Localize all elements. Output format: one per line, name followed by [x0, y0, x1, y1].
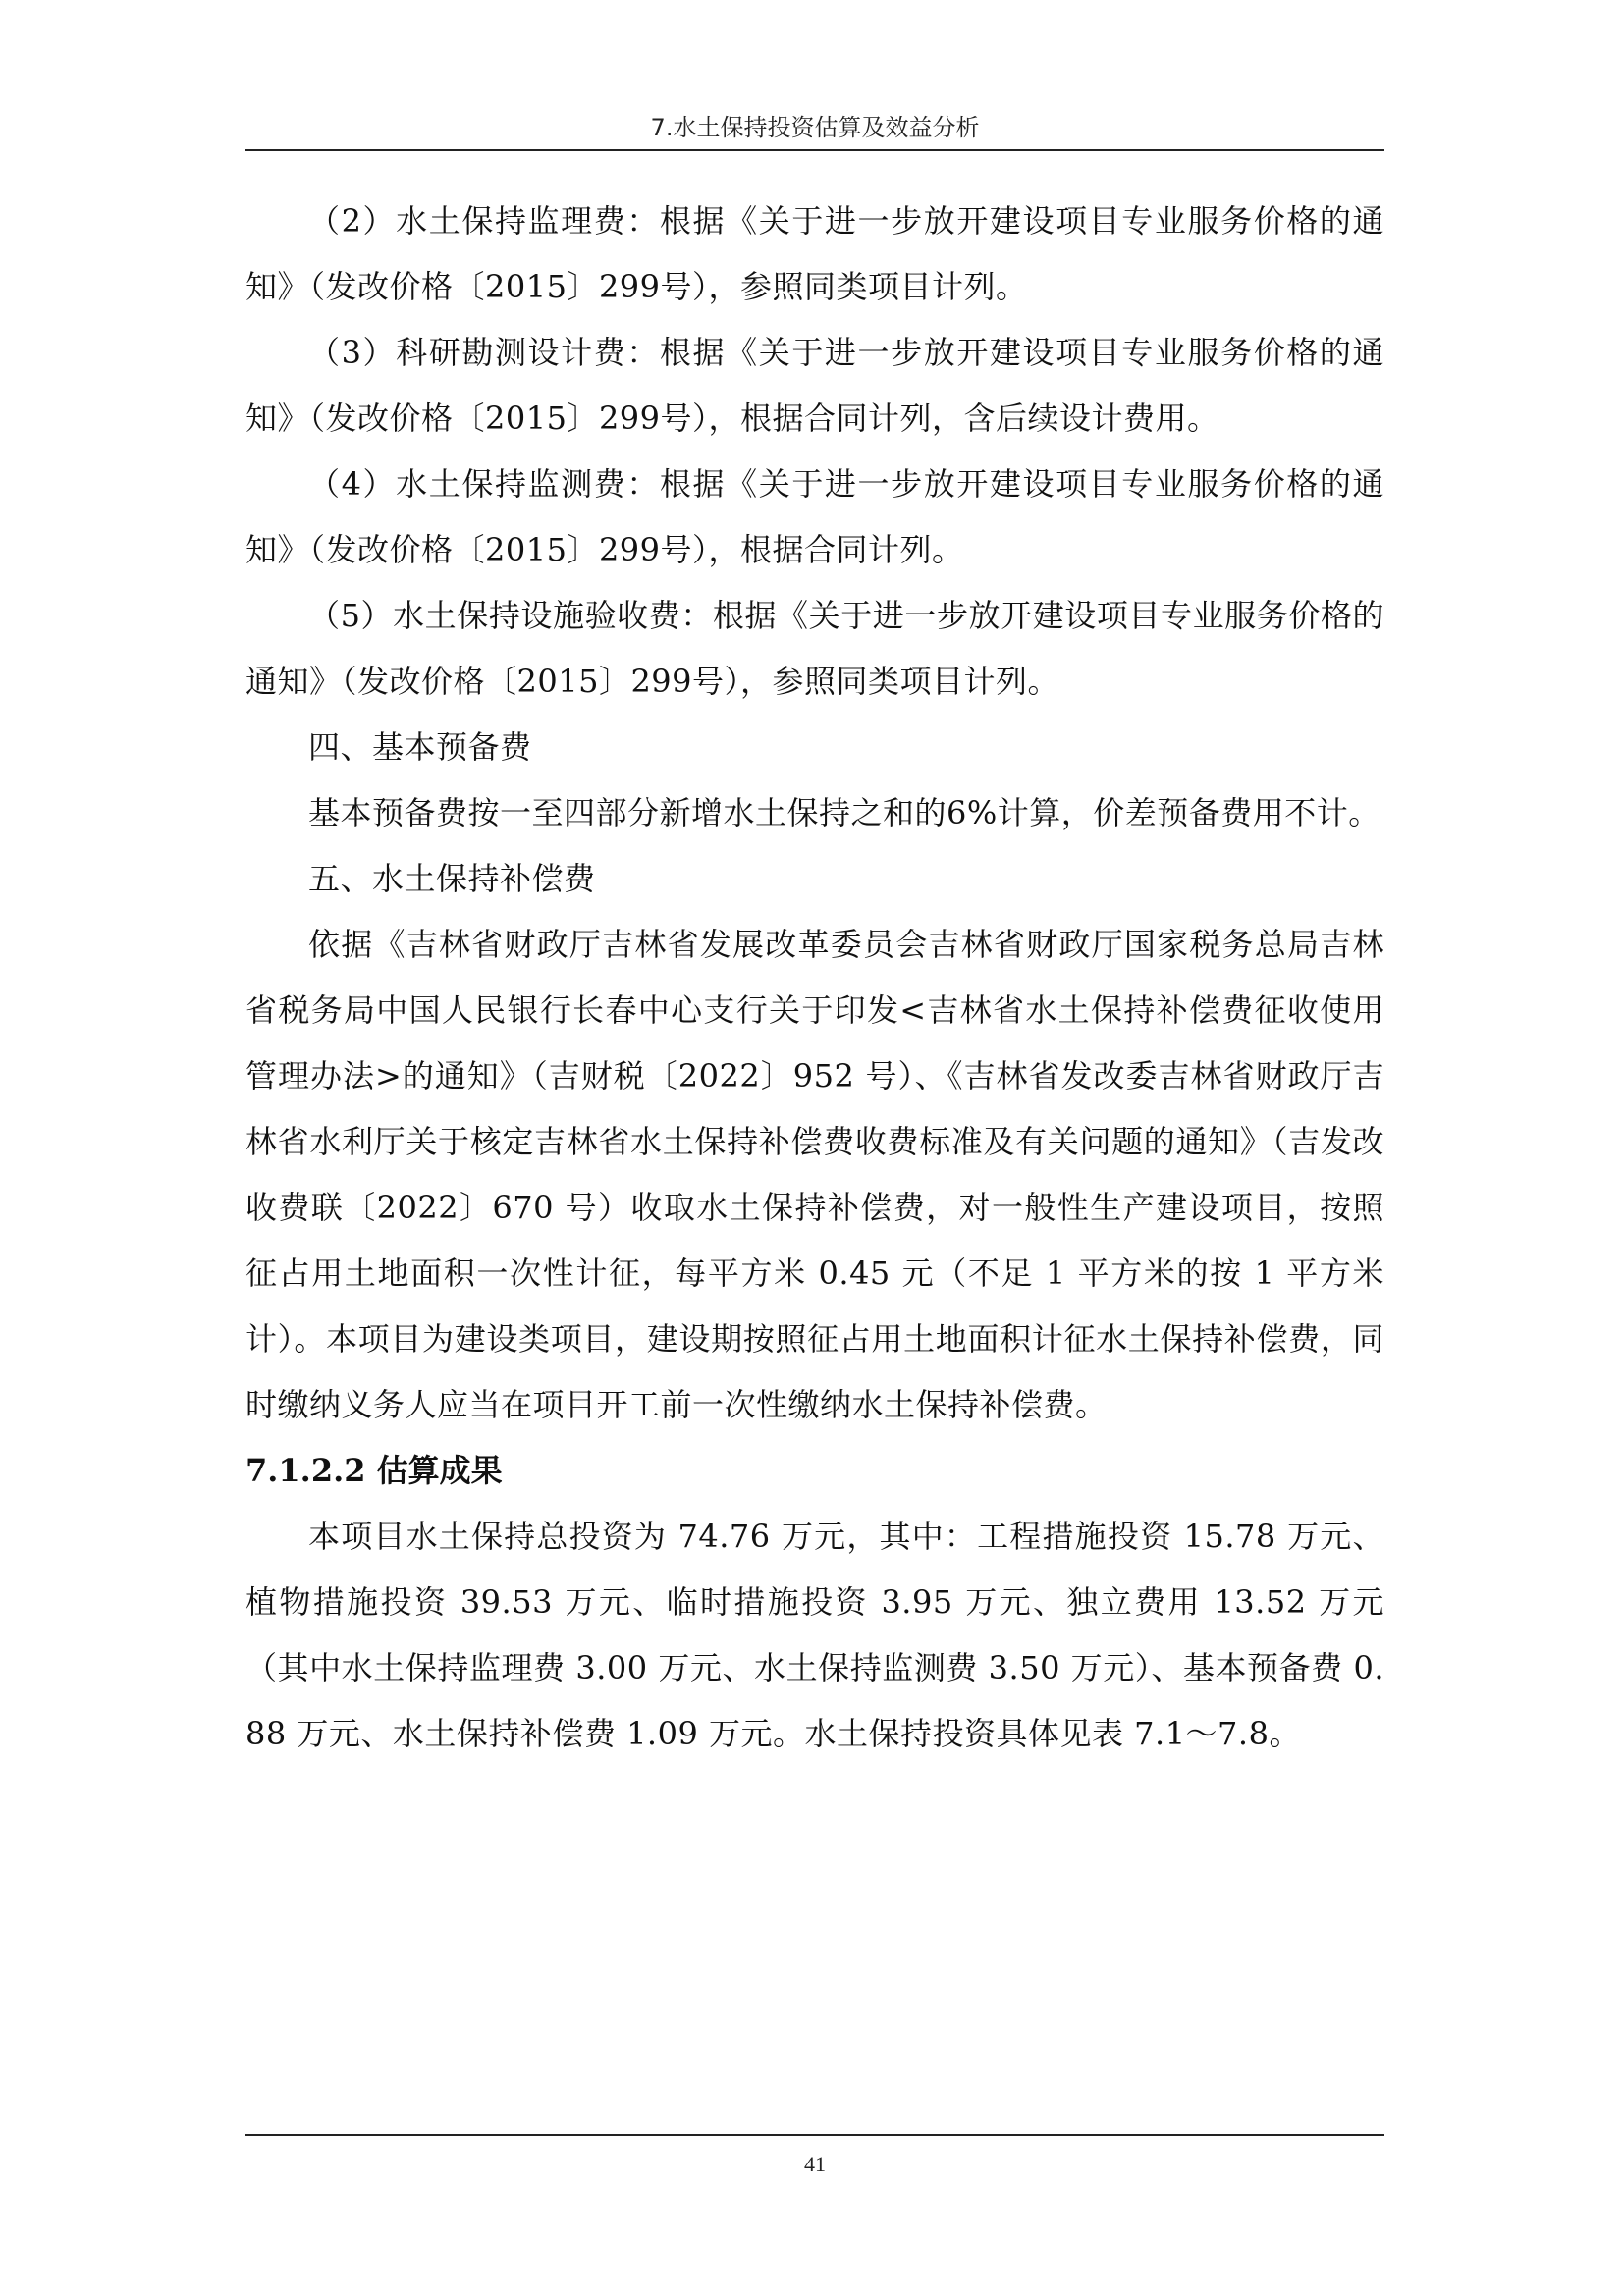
- header-divider: [245, 149, 1384, 151]
- subheading-compensation-fee: 五、水土保持补偿费: [308, 860, 596, 897]
- paragraph-estimate-summary: 本项目水土保持总投资为 74.76 万元，其中：工程措施投资 15.78 万元、植物措施投资 39.53 万元、临时措施投资 3.95 万元、独立费用 13.52 万元（其中水土保持监理费 3.00 万元、水土保持监测费 3.50 万元）、基本预备费 0.88 万元、水土保持补偿费 1.09 万元。水土保持投资具体见表 7.1～7.8。: [245, 1518, 1384, 1752]
- footer-divider: [245, 2134, 1384, 2136]
- paragraph-acceptance-fee: （5）水土保持设施验收费：根据《关于进一步放开建设项目专业服务价格的通知》（发改价格〔2015〕299号），参照同类项目计列。: [245, 597, 1384, 700]
- paragraph-monitoring-fee: （4）水土保持监测费：根据《关于进一步放开建设项目专业服务价格的通知》（发改价格〔2015〕299号），根据合同计列。: [245, 465, 1384, 568]
- page-header-title: 7.水土保持投资估算及效益分析: [650, 114, 980, 141]
- paragraph-research-survey-design-fee: （3）科研勘测设计费：根据《关于进一步放开建设项目专业服务价格的通知》（发改价格〔2015〕299号），根据合同计列，含后续设计费用。: [245, 334, 1384, 437]
- page-number: 41: [804, 2152, 826, 2176]
- paragraph-supervision-fee: （2）水土保持监理费：根据《关于进一步放开建设项目专业服务价格的通知》（发改价格〔2015〕299号），参照同类项目计列。: [245, 202, 1384, 305]
- paragraph-compensation-fee: 依据《吉林省财政厅吉林省发展改革委员会吉林省财政厅国家税务总局吉林省税务局中国人民银行长春中心支行关于印发<吉林省水土保持补偿费征收使用管理办法>的通知》（吉财税〔2022〕952 号）、《吉林省发改委吉林省财政厅吉林省水利厅关于核定吉林省水土保持补偿费收费标准及有关问题的通知》（吉发改收费联〔2022〕670 号）收取水土保持补偿费，对一般性生产建设项目，按照征占用土地面积一次性计征，每平方米 0.45 元（不足 1 平方米的按 1 平方米计）。本项目为建设类项目，建设期按照征占用土地面积计征水土保持补偿费，同时缴纳义务人应当在项目开工前一次性缴纳水土保持补偿费。: [245, 926, 1384, 1423]
- section-heading-estimate-results: 7.1.2.2 估算成果: [245, 1452, 503, 1489]
- document-body: [245, 188, 1384, 1767]
- paragraph-basic-reserve: 基本预备费按一至四部分新增水土保持之和的6%计算，价差预备费用不计。: [308, 794, 1380, 831]
- subheading-basic-reserve: 四、基本预备费: [308, 728, 532, 766]
